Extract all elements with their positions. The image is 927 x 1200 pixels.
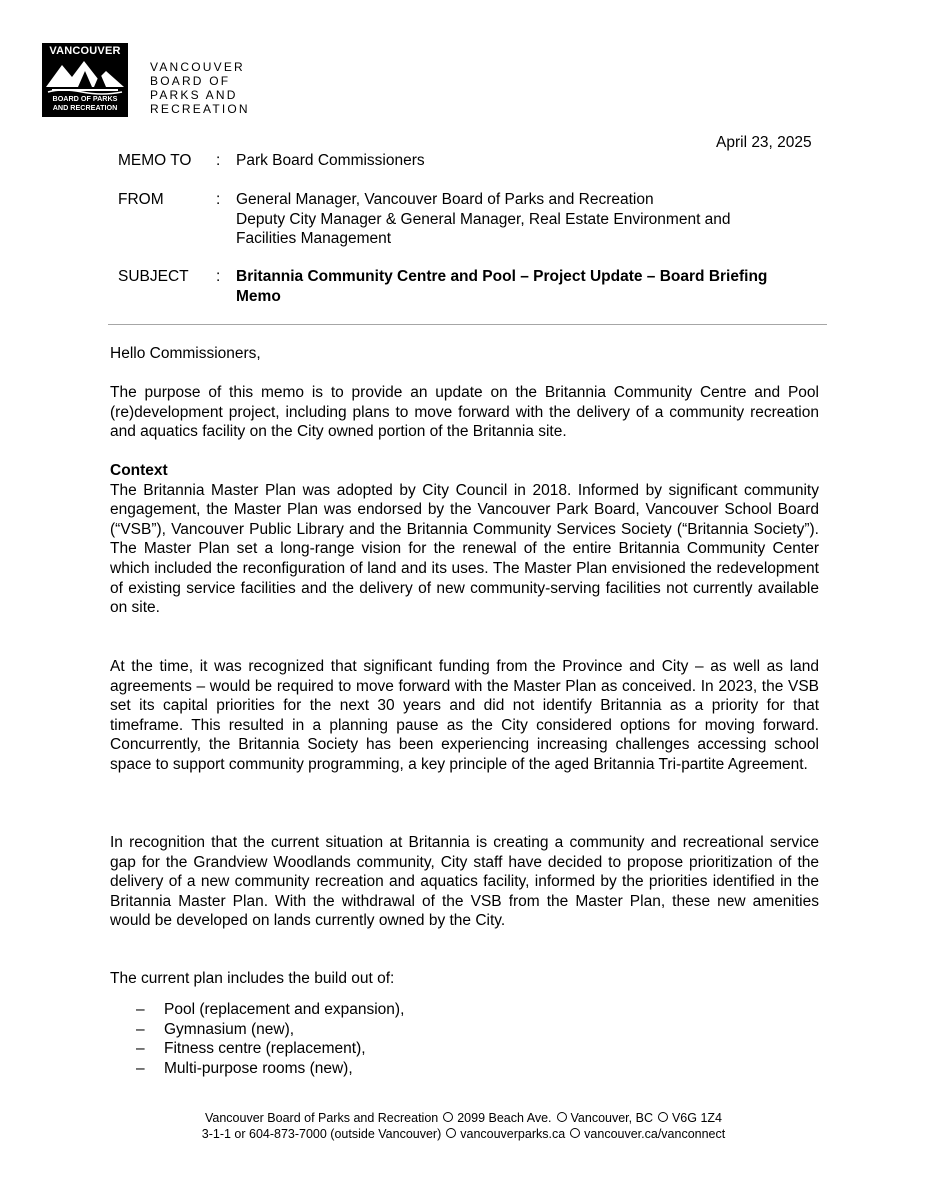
context-paragraph-2-block bbox=[110, 657, 819, 775]
context-paragraph-3-block bbox=[110, 833, 819, 931]
memo-date: April 23, 2025 bbox=[716, 134, 812, 151]
logo-bottom-line1: BOARD OF PARKS bbox=[52, 94, 118, 103]
list-item-text: Multi-purpose rooms (new), bbox=[164, 1059, 353, 1077]
context-section bbox=[110, 461, 819, 618]
separator-circle-icon bbox=[446, 1128, 456, 1138]
list-item-text: Fitness centre (replacement), bbox=[164, 1040, 366, 1058]
plan-intro: The current plan includes the build out of: bbox=[110, 970, 395, 987]
subject-line: Memo bbox=[236, 287, 281, 305]
subject-label: SUBJECT bbox=[118, 268, 189, 285]
context-paragraph-1: The Britannia Master Plan was adopted by City Council in 2018. Informed by significant community engagement, the Master Plan was endorsed by the Vancouver Park Board, Vancouver School Board (“VSB”), Vancouver Public Library and the Britannia Community Services Society (“Britannia Society”). The Master Plan set a long-range vision for the renewal of the entire Britannia Community Center which included the reconfiguration of land and its uses. The Master Plan envisioned the redevelopment of existing service facilities and the delivery of new community-serving facilities not currently available on site. bbox=[110, 481, 819, 617]
header-divider bbox=[108, 324, 827, 325]
plan-intro-block bbox=[110, 969, 819, 989]
from-value bbox=[236, 190, 731, 249]
context-paragraph-2: At the time, it was recognized that significant funding from the Province and City – as well as land agreements – would be required to move forward with the Master Plan as conceived. In 2023, the VSB set its capital priorities for the next 30 years and did not identify Britannia as a priority for that timeframe. This resulted in a planning pause as the City considered options for moving forward. Concurrently, the Britannia Society has been experiencing increasing challenges accessing school space to support community programming, a key principle of the aged Britannia Tri-partite Agreement. bbox=[110, 658, 819, 773]
org-line: RECREATION bbox=[150, 102, 250, 116]
org-line: BOARD OF bbox=[150, 74, 231, 88]
purpose-text: The purpose of this memo is to provide an update on the Britannia Community Centre and Pool (re)development project, including plans to move forward with the delivery of a community recreation and aquatics facility on the City owned portion of the Britannia site. bbox=[110, 384, 819, 441]
footer-website-link[interactable]: vancouverparks.ca bbox=[460, 1127, 566, 1141]
context-paragraph-3: In recognition that the current situation at Britannia is creating a community and recreational service gap for the Grandview Woodlands community, City staff have decided to propose prioritization of the delivery of a new community recreation and aquatics facility, informed by the priorities identified in the Britannia Master Plan. With the withdrawal of the VSB from the Master Plan, these new amenities would be developed on lands currently owned by the City. bbox=[110, 834, 819, 930]
memo-to-value: Park Board Commissioners bbox=[236, 152, 425, 169]
from-line: Deputy City Manager & General Manager, Real Estate Environment and bbox=[236, 210, 731, 228]
list-item-text: Gymnasium (new), bbox=[164, 1020, 295, 1038]
subject-value bbox=[236, 267, 767, 306]
footer-city: Vancouver, BC bbox=[570, 1111, 653, 1125]
list-item bbox=[136, 1000, 404, 1020]
logo-bottom-line2: AND RECREATION bbox=[52, 103, 118, 112]
list-item bbox=[136, 1059, 404, 1079]
from-line: Facilities Management bbox=[236, 230, 392, 247]
mountains-trees-icon bbox=[42, 57, 128, 95]
separator-circle-icon bbox=[658, 1112, 668, 1122]
footer-line-2 bbox=[0, 1126, 927, 1142]
footer-vanconnect-link[interactable]: vancouver.ca/vanconnect bbox=[584, 1127, 726, 1141]
colon: : bbox=[216, 268, 221, 285]
colon: : bbox=[216, 152, 221, 169]
colon: : bbox=[216, 191, 221, 208]
bullet-dash: – bbox=[136, 1059, 145, 1077]
footer-postal: V6G 1Z4 bbox=[671, 1111, 722, 1125]
organization-name bbox=[150, 60, 250, 116]
subject-line: Britannia Community Centre and Pool – Project Update – Board Briefing bbox=[236, 268, 768, 285]
separator-circle-icon bbox=[570, 1128, 580, 1138]
page-footer bbox=[0, 1110, 927, 1142]
plan-list bbox=[136, 1000, 404, 1078]
greeting bbox=[110, 344, 819, 364]
list-item bbox=[136, 1039, 404, 1059]
logo-top-text: VANCOUVER bbox=[49, 45, 121, 57]
separator-circle-icon bbox=[443, 1112, 453, 1122]
org-line: PARKS AND bbox=[150, 88, 238, 102]
separator-circle-icon bbox=[557, 1112, 567, 1122]
greeting-text: Hello Commissioners, bbox=[110, 345, 261, 362]
bullet-dash: – bbox=[136, 1040, 145, 1058]
org-line: VANCOUVER bbox=[150, 60, 245, 74]
footer-address: 2099 Beach Ave. bbox=[457, 1111, 552, 1125]
list-item bbox=[136, 1020, 404, 1040]
purpose-paragraph bbox=[110, 383, 819, 442]
bullet-dash: – bbox=[136, 1001, 145, 1018]
context-heading: Context bbox=[110, 462, 168, 479]
park-board-logo bbox=[42, 43, 128, 117]
footer-phone: 3-1-1 or 604-873-7000 (outside Vancouver) bbox=[201, 1127, 442, 1141]
list-item-text: Pool (replacement and expansion), bbox=[164, 1001, 405, 1018]
memo-to-label: MEMO TO bbox=[118, 152, 192, 169]
footer-line-1 bbox=[0, 1110, 927, 1126]
logo-bottom-text bbox=[42, 94, 128, 112]
from-line: General Manager, Vancouver Board of Parks and Recreation bbox=[236, 191, 654, 208]
footer-org: Vancouver Board of Parks and Recreation bbox=[204, 1111, 439, 1125]
from-label: FROM bbox=[118, 191, 164, 208]
bullet-dash: – bbox=[136, 1020, 145, 1038]
